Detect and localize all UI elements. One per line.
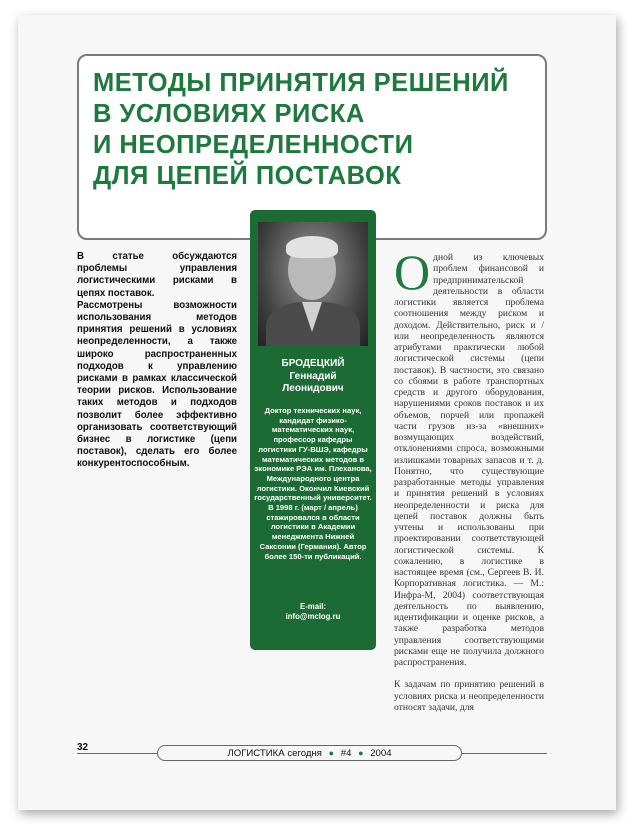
- footer-journal-badge: [157, 745, 462, 761]
- abstract-paragraph: В статье обсуждаются проблемы управления логистическими рисками в цепях поставок.: [77, 251, 237, 299]
- footer-rule-right: [462, 753, 547, 754]
- author-name: [250, 358, 376, 396]
- issue-number: #4: [340, 748, 352, 759]
- author-photo: [258, 222, 368, 346]
- bullet-icon: ●: [328, 748, 335, 758]
- body-paragraph: [394, 244, 544, 668]
- email-label: E-mail:: [300, 602, 326, 611]
- journal-name: ЛОГИСТИКА сегодня: [227, 748, 322, 759]
- article-abstract: [77, 251, 237, 471]
- author-bio: Доктор технических наук, кандидат физико-математических наук, профессор кафедры логистики ГУ-ВШЭ, кафедры математических методов в экономике РЭА им. Плеханова, Международного центра логистики. Окончил Киевский государственный университет. В 1998 г. (март / апрель) стажировался в области логистики в Академии менеджмента Нижней Саксонии (Германия). Автор более 150-ти публикаций.: [254, 406, 372, 561]
- title-line: МЕТОДЫ ПРИНЯТИЯ РЕШЕНИЙ: [93, 69, 509, 97]
- author-surname: БРОДЕЦКИЙ: [281, 358, 345, 369]
- author-email-block: [250, 602, 376, 622]
- issue-year: 2004: [370, 748, 392, 759]
- page-number: 32: [77, 742, 89, 753]
- author-patronymic: Леонидович: [282, 383, 344, 394]
- article-title: [93, 68, 509, 192]
- title-line: ДЛЯ ЦЕПЕЙ ПОСТАВОК: [93, 162, 402, 190]
- title-line: И НЕОПРЕДЕЛЕННОСТИ: [93, 131, 414, 159]
- body-paragraph-text: дной из ключевых проблем финансовой и предпринимательской деятельности в области логистики является проблема соотношения между риском и доходом. Действительно, риск и / или неопределенность являются атрибутами практически любой логистической системы (цепи поставок). В частности, это связано со сбоями в работе транспортных средств и другого оборудования, нарушениями сроков поставок и их объемов, порчей или пропажей части грузов из-за «внешних» возмущающих воздействий, отклонениями спроса, возможными излишками товарных запасов и т. д. Понятно, что существующие разработанные методы управления и принятия решений в условиях неопределенности и риска для цепей поставок должны быть учтены и использованы при проектировании соответствующей логистической системы. К сожалению, в логистике в настоящее время (см., Сергеев В. И. Корпоративная логистика. — М.: Инфра-М, 2004) соответствующая деятельность по выявлению, идентификации и оценке рисков, а также разработка методов управления соответствующими рисками еще не получила должного распространения.: [394, 252, 544, 668]
- footer-rule-left: [77, 753, 157, 754]
- article-body: [394, 244, 544, 713]
- author-first-name: Геннадий: [289, 370, 337, 382]
- bullet-icon: ●: [358, 748, 364, 758]
- author-card: [250, 210, 376, 650]
- email-address[interactable]: info@mclog.ru: [285, 612, 341, 621]
- body-paragraph: К задачам по принятию решений в условиях риска и неопределенности относят задачи, для: [394, 679, 544, 713]
- drop-cap: О: [394, 244, 431, 300]
- title-line: В УСЛОВИЯХ РИСКА: [93, 100, 365, 128]
- abstract-paragraph: Рассмотрены возможности использования методов принятия решений в условиях неопределенности, а также широко распространенных подходов к управлению рисками в рамках классической теории рисков. Использование таких методов и подходов позволит более эффективно организовать соответствующий бизнес в логистике (цепи поставок), сделать его более конкурентоспособным.: [77, 299, 237, 470]
